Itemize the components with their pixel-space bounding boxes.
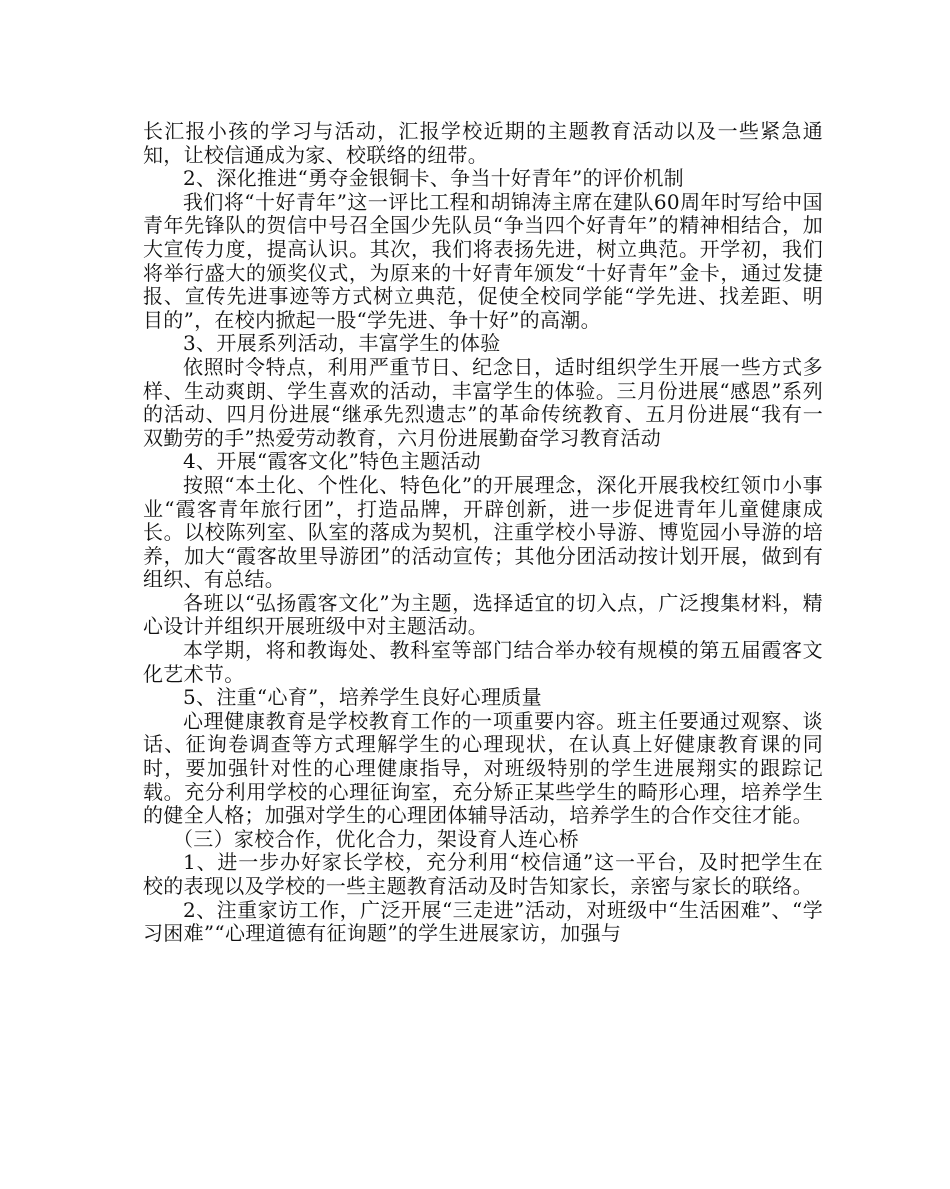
- document-page: [143, 120, 823, 946]
- heading-mental-health: 5、注重“心育”，培养学生良好心理质量: [183, 685, 542, 710]
- paragraph-xiake-travel-group: 按照“本土化、个性化、特色化”的开展理念，深化开展我校红领巾小事业“霞客青年旅行团”，打造品牌，开辟创新，进一步促进青年儿童健康成长。以校陈列室、队室的落成为契机，注重学校小导游、博览园小导游的培养，加大“霞客故里导游团”的活动宣传；其他分团活动按计划开展，做到有组织、有总结。: [143, 472, 823, 592]
- paragraph-home-visits: 2、注重家访工作，广泛开展“三走进”活动，对班级中“生活困难”、“学习困难”“心理道德有征询题”的学生进展家访，加强与: [143, 897, 823, 946]
- paragraph-seasonal-activities: 依照时令特点，利用严重节日、纪念日，适时组织学生开展一些方式多样、生动爽朗、学生喜欢的活动，丰富学生的体验。三月份进展“感恩”系列的活动、四月份进展“继承先烈遗志”的革命传统教育、五月份进展“我有一双勤劳的手”热爱劳动教育，六月份进展勤奋学习教育活动: [143, 354, 823, 450]
- heading-series-activities: 3、开展系列活动，丰富学生的体验: [183, 331, 501, 356]
- paragraph-continuation: 长汇报小孩的学习与活动，汇报学校近期的主题教育活动以及一些紧急通知，让校信通成为家、校联络的纽带。: [143, 119, 823, 167]
- heading-home-school: （三）家校合作，优化合力，架设育人连心桥: [173, 826, 579, 851]
- heading-evaluation-mechanism: 2、深化推进“勇夺金银铜卡、争当十好青年”的评价机制: [183, 166, 684, 191]
- paragraph-ten-good-youth: 我们将“十好青年”这一评比工程和胡锦涛主席在建队60周年时写给中国青年先锋队的贺信中号召全国少先队员“争当四个好青年”的精神相结合，加大宣传力度，提高认识。其次，我们将表扬先进，树立典范。开学初，我们将举行盛大的颁奖仪式，为原来的十好青年颁发“十好青年”金卡，通过发捷报、宣传先进事迹等方式树立典范，促使全校同学能“学先进、找差距、明目的”，在校内掀起一股“学先进、争十好”的高潮。: [143, 189, 823, 332]
- paragraph-art-festival: 本学期，将和教诲处、教科室等部门结合举办较有规模的第五届霞客文化艺术节。: [143, 638, 823, 686]
- paragraph-parent-school: 1、进一步办好家长学校，充分利用“校信通”这一平台，及时把学生在校的表现以及学校的一些主题教育活动及时告知家长，亲密与家长的联络。: [143, 850, 823, 898]
- heading-xiake-culture: 4、开展“霞客文化”特色主题活动: [183, 449, 481, 474]
- paragraph-class-themes: 各班以“弘扬霞客文化”为主题，选择适宜的切入点，广泛搜集材料，精心设计并组织开展班级中对主题活动。: [143, 590, 823, 639]
- paragraph-mental-health: 心理健康教育是学校教育工作的一项重要内容。班主任要通过观察、谈话、征询卷调查等方式理解学生的心理现状，在认真上好健康教育课的同时，要加强针对性的心理健康指导，对班级特别的学生进展翔实的跟踪记载。充分利用学校的心理征询室，充分矫正某些学生的畸形心理，培养学生的健全人格；加强对学生的心理团体辅导活动，培养学生的合作交往才能。: [143, 708, 823, 828]
